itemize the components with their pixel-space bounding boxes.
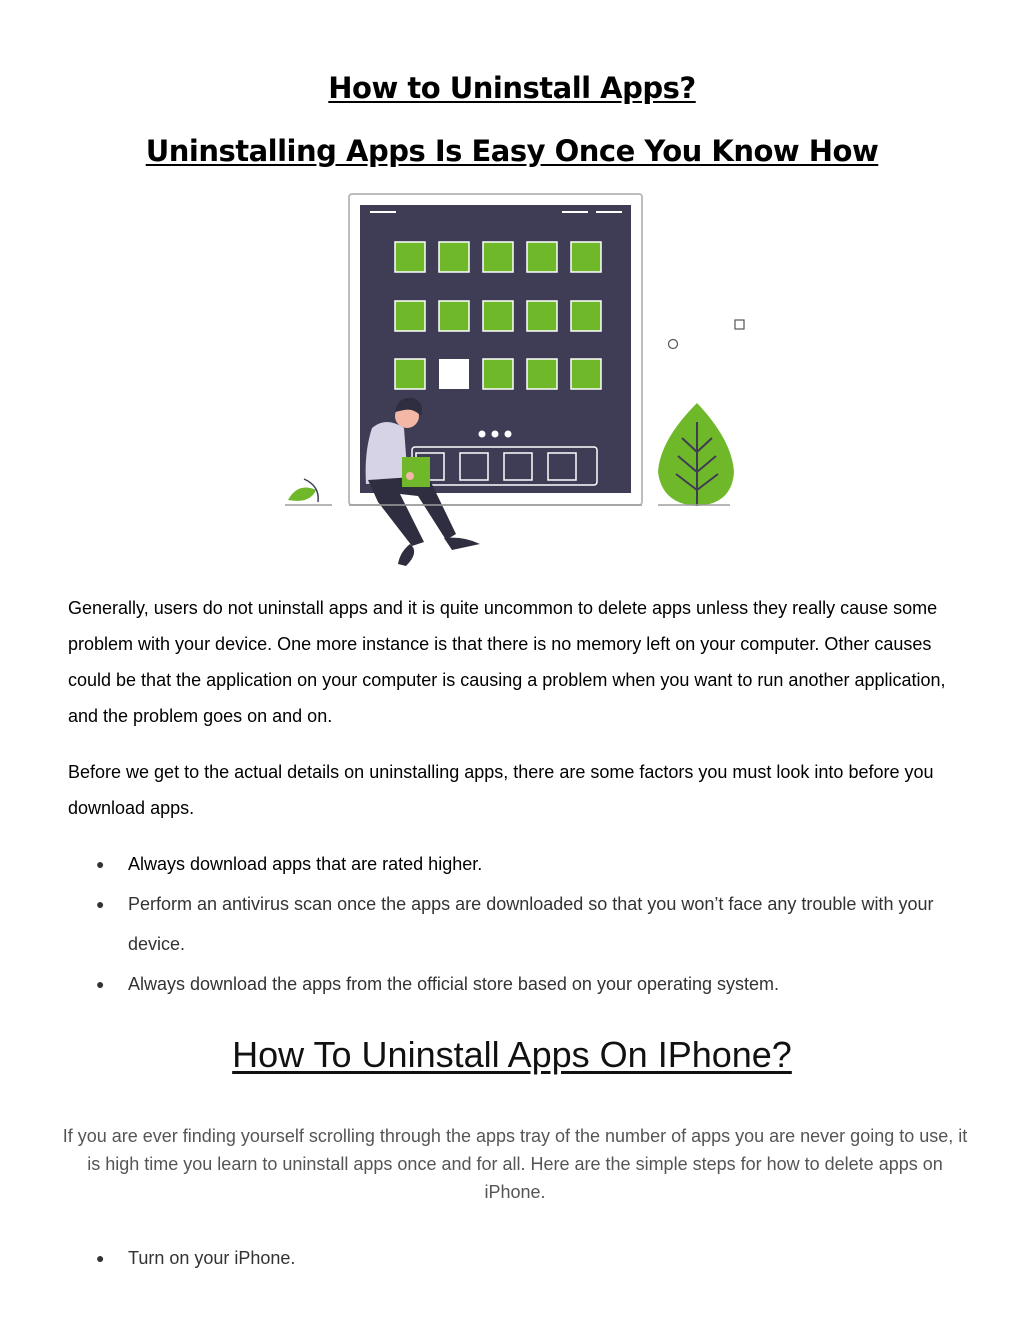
list-item: ● Always download the apps from the official store based on your operating system. xyxy=(96,964,956,1004)
page-subtitle: Uninstalling Apps Is Easy Once You Know How xyxy=(145,134,879,168)
tablet-app-grid-illustration xyxy=(280,190,760,580)
list-item: ● Always download apps that are rated higher. xyxy=(96,844,956,884)
intro-paragraph: Generally, users do not uninstall apps and it is quite uncommon to delete apps unless they really cause some problem with your device. One more instance is that there is no memory left on your computer. Other causes could be that the application on your computer is causing a problem when you want to run another application, and the problem goes on and on. xyxy=(68,598,946,726)
steps-list xyxy=(96,1238,956,1278)
bullet-icon: ● xyxy=(96,856,105,872)
section-heading: How To Uninstall Apps On IPhone? xyxy=(232,1034,792,1075)
tips-list xyxy=(96,844,956,1004)
factors-paragraph: Before we get to the actual details on uninstalling apps, there are some factors you must look into before you download apps. xyxy=(68,762,934,818)
iphone-intro-paragraph: If you are ever finding yourself scrolling through the apps tray of the number of apps you are never going to use, it is high time you learn to uninstall apps once and for all. Here are the simple steps for how to delete apps on iPhone. xyxy=(62,1126,968,1202)
bullet-icon: ● xyxy=(96,976,105,992)
list-item: ● Perform an antivirus scan once the apps are downloaded so that you won’t face any trouble with your device. xyxy=(96,884,956,964)
page-title: How to Uninstall Apps? xyxy=(328,71,696,105)
bullet-icon: ● xyxy=(96,1250,105,1266)
bullet-icon: ● xyxy=(96,896,105,912)
list-item: ● Turn on your iPhone. xyxy=(96,1238,956,1278)
